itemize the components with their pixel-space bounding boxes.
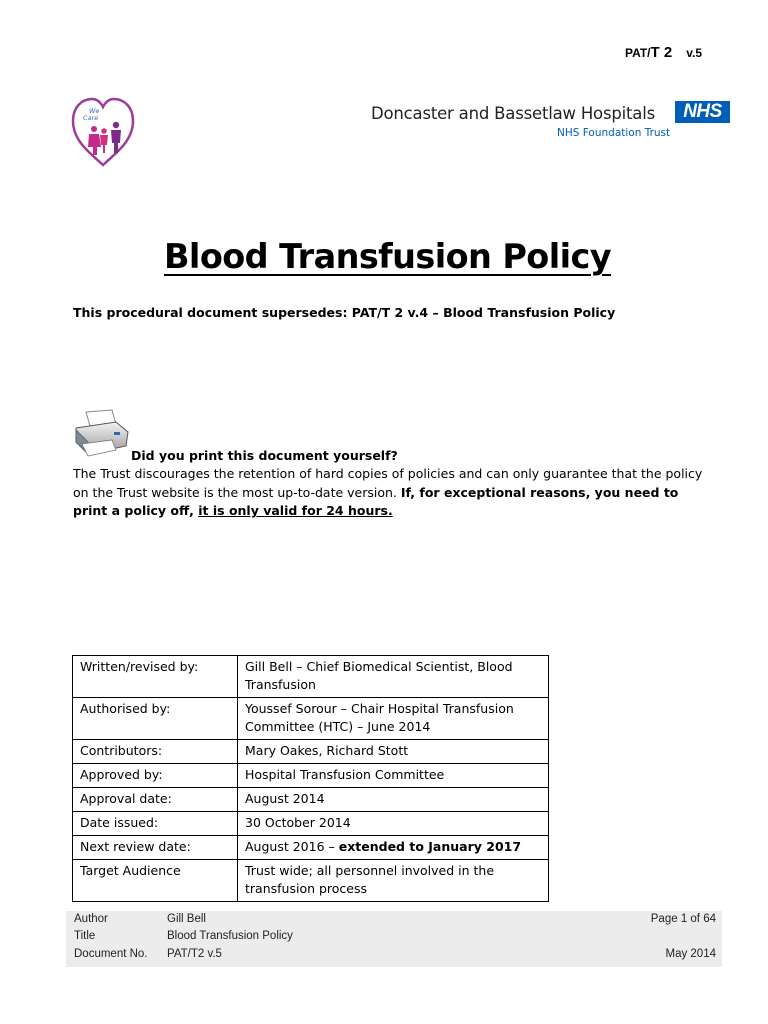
print-question: Did you print this document yourself?: [131, 448, 398, 463]
info-label: Target Audience: [73, 860, 238, 902]
we-care-logo: [70, 95, 136, 169]
footer-title: Blood Transfusion Policy: [167, 930, 293, 942]
info-label: Authorised by:: [73, 698, 238, 740]
footer-row-author: [74, 913, 716, 929]
print-notice-bold: If, for exceptional reasons, you need to print a policy off,: [73, 484, 679, 518]
svg-text:We: We: [89, 107, 100, 115]
print-notice-text: [73, 465, 713, 521]
table-row: [73, 812, 549, 836]
info-value-text: August 2016 –: [245, 839, 339, 854]
info-value: Trust wide; all personnel involved in the transfusion process: [238, 860, 549, 902]
info-value: Youssef Sorour – Chair Hospital Transfusion Committee (HTC) – June 2014: [238, 698, 549, 740]
footer-date: May 2014: [665, 948, 716, 960]
footer-row-title: [74, 930, 716, 946]
footer-row-docno: [74, 948, 716, 964]
table-row: [73, 764, 549, 788]
info-label: Date issued:: [73, 812, 238, 836]
table-row: [73, 860, 549, 902]
nhs-logo: NHS: [675, 101, 730, 123]
table-row: [73, 788, 549, 812]
footer-title-label: Title: [74, 930, 96, 942]
info-label: Contributors:: [73, 740, 238, 764]
info-value: Mary Oakes, Richard Stott: [238, 740, 549, 764]
table-row: [73, 656, 549, 698]
footer-page-number: Page 1 of 64: [650, 913, 716, 925]
info-value: Hospital Transfusion Committee: [238, 764, 549, 788]
doc-code: PAT/: [624, 46, 651, 60]
info-value: August 2014: [238, 788, 549, 812]
table-row: [73, 698, 549, 740]
doc-version: v.5: [686, 46, 702, 60]
trust-name: Doncaster and Bassetlaw Hospitals: [371, 104, 655, 123]
info-value-extension: extended to January 2017: [338, 839, 522, 854]
page-title: [0, 237, 768, 276]
info-value: [238, 836, 549, 860]
footer-docno: PAT/T2 v.5: [167, 948, 222, 960]
doc-number: T 2: [650, 44, 673, 61]
info-value: Gill Bell – Chief Biomedical Scientist, Blood Transfusion: [238, 656, 549, 698]
footer-author-label: Author: [74, 913, 108, 925]
info-label: Next review date:: [73, 836, 238, 860]
info-label: Approval date:: [73, 788, 238, 812]
document-reference: [625, 44, 702, 61]
table-row: [73, 740, 549, 764]
svg-text:Care: Care: [83, 114, 99, 122]
trust-subtitle: NHS Foundation Trust: [557, 127, 671, 139]
footer-author: Gill Bell: [167, 913, 206, 925]
table-row: [73, 836, 549, 860]
supersedes-statement: This procedural document supersedes: PAT/T 2 v.4 – Blood Transfusion Policy: [73, 305, 616, 320]
page-footer: [66, 911, 722, 967]
info-label: Approved by:: [73, 764, 238, 788]
print-notice-body: The Trust discourages the retention of hard copies of policies and can only guarantee that the policy on the Trust website is the most up-to-date version.: [73, 466, 703, 500]
info-value: 30 October 2014: [238, 812, 549, 836]
printer-icon: [72, 408, 130, 460]
print-notice-validity: it is only valid for 24 hours.: [198, 503, 393, 518]
footer-docno-label: Document No.: [74, 948, 148, 960]
page-title-text: Blood Transfusion Policy: [164, 237, 611, 276]
info-label: Written/revised by:: [73, 656, 238, 698]
document-info-table: [72, 655, 549, 902]
